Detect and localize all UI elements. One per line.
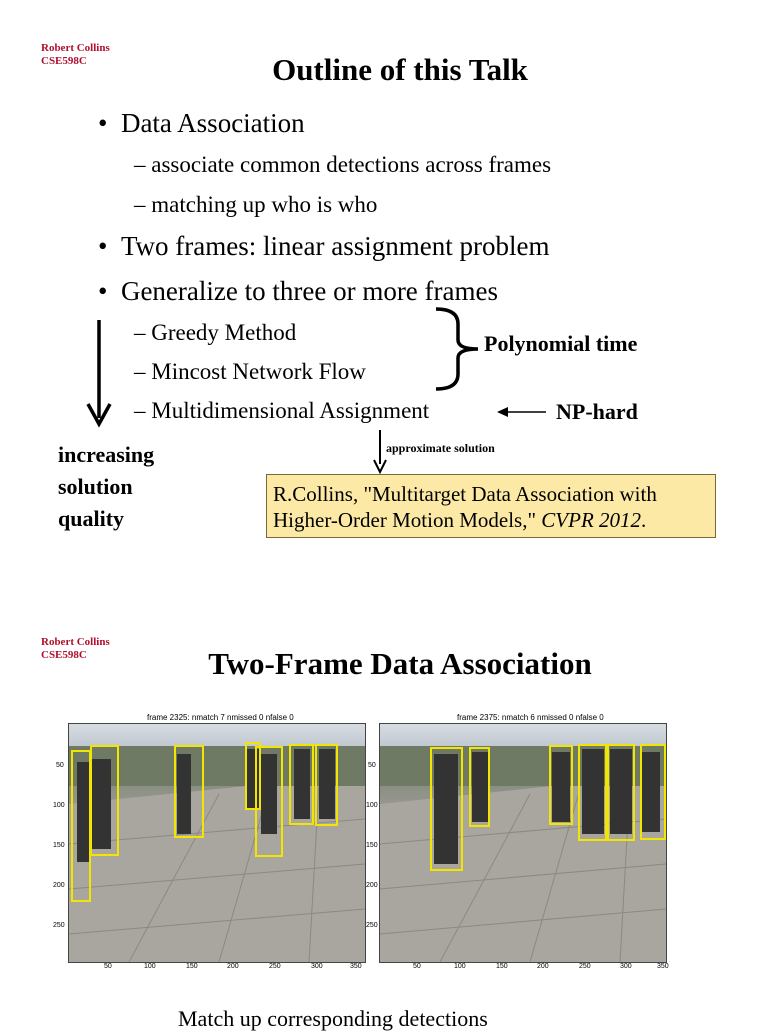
quality-line: quality (58, 506, 125, 531)
y-tick: 200 (366, 882, 378, 889)
y-tick: 100 (366, 802, 378, 809)
x-tick: 150 (186, 963, 198, 970)
right-brace-icon (428, 306, 488, 392)
bullet-text: Generalize to three or more frames (120, 276, 499, 306)
x-tick: 300 (311, 963, 323, 970)
right-plot-title: frame 2375: nmatch 6 nmissed 0 nfalse 0 (457, 713, 604, 722)
quality-line: increasing (58, 442, 155, 467)
x-tick: 250 (579, 963, 591, 970)
sub-item-greedy: – Greedy Method (134, 320, 297, 345)
course-code: CSE598C (41, 649, 87, 661)
slide-title: Outline of this Talk (272, 52, 528, 87)
slide-title: Two-Frame Data Association (208, 646, 592, 681)
x-tick: 50 (413, 963, 421, 970)
sub-item-associate: – associate common detections across frames (134, 152, 552, 177)
left-frame-image (68, 723, 366, 963)
y-tick: 50 (368, 762, 376, 769)
sub-item-text: Mincost Network Flow (151, 359, 366, 384)
bullet-text: Two frames: linear assignment problem (120, 231, 550, 261)
bullet-data-association: • Data Association (98, 108, 305, 138)
quality-line: solution (58, 474, 133, 499)
author-name: Robert Collins (41, 42, 110, 54)
y-tick: 50 (56, 762, 64, 769)
x-tick: 350 (350, 963, 362, 970)
x-tick: 200 (537, 963, 549, 970)
y-tick: 150 (53, 842, 65, 849)
right-frame-image (379, 723, 667, 963)
reference-text: R.Collins, "Multitarget Data Association with Higher-Order Motion Models," (273, 482, 657, 532)
bullet-two-frames: • Two frames: linear assignment problem (98, 231, 550, 261)
np-hard-label: NP-hard (556, 399, 638, 424)
author-name: Robert Collins (41, 636, 110, 648)
polynomial-time-label: Polynomial time (484, 331, 638, 356)
y-tick: 200 (53, 882, 65, 889)
sub-item-text: Greedy Method (151, 320, 297, 345)
reference-venue: CVPR 2012 (541, 508, 642, 532)
bullet-generalize: • Generalize to three or more frames (98, 276, 499, 306)
x-tick: 100 (144, 963, 156, 970)
approximate-solution-label: approximate solution (386, 441, 495, 455)
sub-item-text: Multidimensional Assignment (151, 398, 430, 423)
y-tick: 250 (53, 922, 65, 929)
y-tick: 100 (53, 802, 65, 809)
big-down-arrow-icon (84, 318, 114, 428)
sub-item-mincost: – Mincost Network Flow (134, 359, 366, 384)
sub-item-text: matching up who is who (151, 192, 378, 217)
quality-label (58, 439, 154, 535)
x-tick: 200 (227, 963, 239, 970)
course-code: CSE598C (41, 55, 87, 67)
y-tick: 250 (366, 922, 378, 929)
sub-item-matching: – matching up who is who (134, 192, 378, 217)
x-tick: 150 (496, 963, 508, 970)
reference-end: . (641, 508, 647, 532)
sub-item-text: associate common detections across frames (151, 152, 552, 177)
sub-item-multidimensional: – Multidimensional Assignment (134, 398, 430, 423)
x-tick: 50 (104, 963, 112, 970)
x-tick: 350 (657, 963, 669, 970)
x-tick: 100 (454, 963, 466, 970)
y-tick: 150 (366, 842, 378, 849)
arrow-left-icon (496, 405, 548, 419)
left-plot-title: frame 2325: nmatch 7 nmissed 0 nfalse 0 (147, 713, 294, 722)
slide-caption: Match up corresponding detections (178, 1006, 488, 1031)
x-tick: 250 (269, 963, 281, 970)
reference-box (266, 474, 716, 538)
x-tick: 300 (620, 963, 632, 970)
bullet-text: Data Association (120, 108, 305, 138)
